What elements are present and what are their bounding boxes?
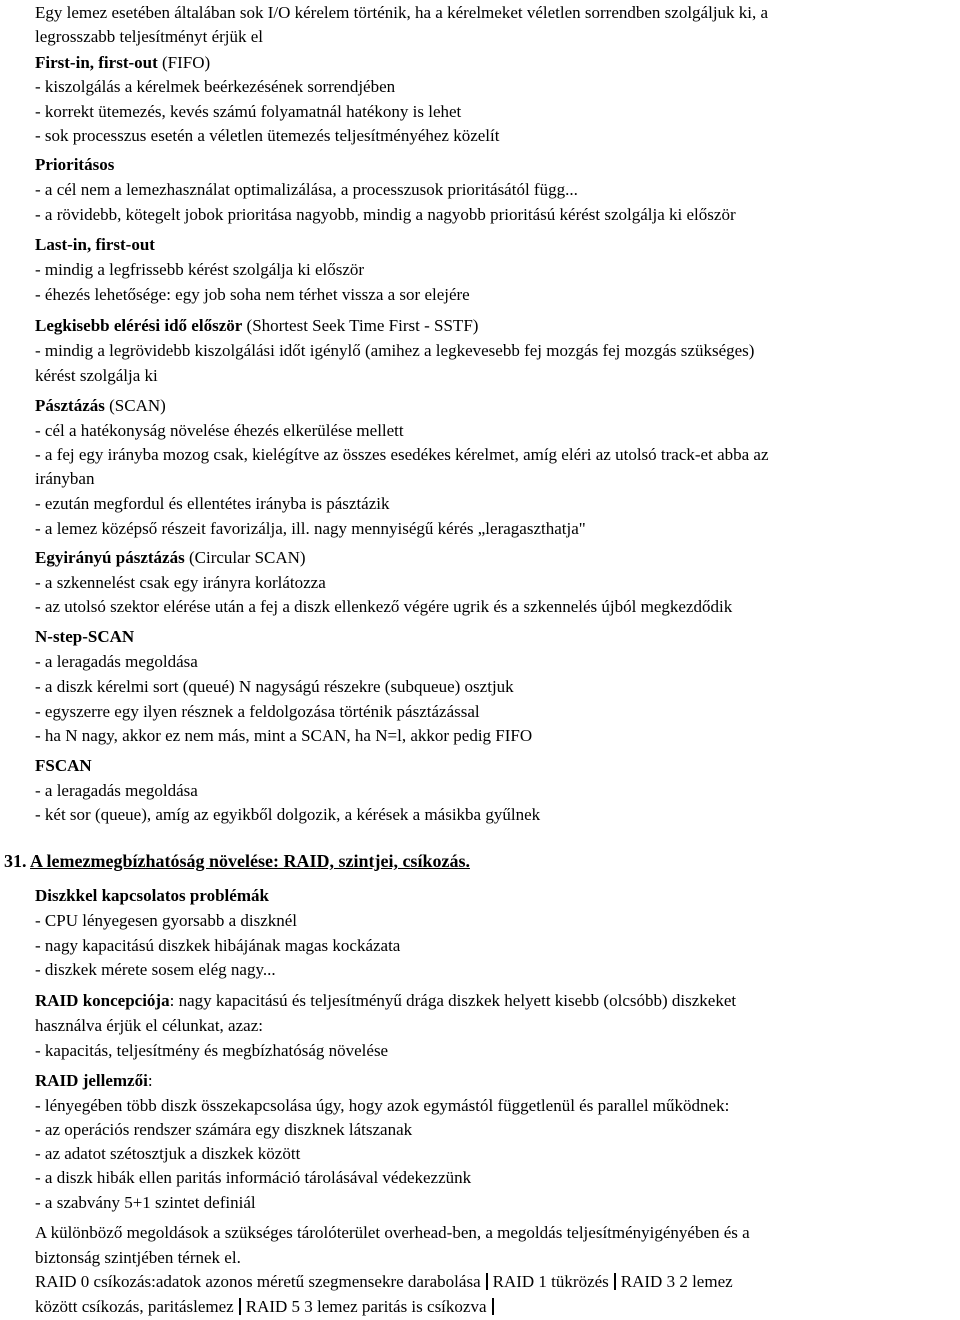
lifo-title: Last-in, first-out bbox=[35, 235, 155, 254]
fifo-heading bbox=[35, 53, 210, 73]
problems-item: - CPU lényegesen gyorsabb a diszknél bbox=[35, 911, 298, 930]
fifo-suffix: (FIFO) bbox=[157, 53, 211, 72]
concept-line-2: használva érjük el célunkat, azaz: bbox=[35, 1016, 263, 1035]
problems-item: - nagy kapacitású diszkek hibájának magas kockázata bbox=[35, 936, 401, 955]
scan-item: - ezután megfordul és ellentétes irányba is pásztázik bbox=[35, 494, 390, 513]
fifo-item: - kiszolgálás a kérelmek beérkezésének sorrendjében bbox=[35, 77, 396, 96]
lifo-item: - mindig a legfrissebb kérést szolgálja ki először bbox=[35, 260, 365, 279]
section-31-heading bbox=[4, 851, 470, 871]
sstf-item: - mindig a legrövidebb kiszolgálási időt igénylő (amihez a legkevesebb fej mozgás fej mozgás szükséges) bbox=[35, 341, 755, 360]
raid-levels-line-2 bbox=[35, 1297, 499, 1317]
separator-bar bbox=[614, 1273, 616, 1290]
scan-title: Pásztázás bbox=[35, 396, 105, 415]
prior-item: - a rövidebb, kötegelt jobok prioritása nagyobb, mindig a nagyobb prioritású kérést szolgálja ki először bbox=[35, 205, 736, 224]
sstf-heading bbox=[35, 316, 478, 336]
raid-3-text-b: között csíkozás, paritáslemez bbox=[35, 1297, 234, 1316]
concept-title: RAID koncepciója bbox=[35, 991, 170, 1010]
sstf-suffix: (Shortest Seek Time First - SSTF) bbox=[242, 316, 479, 335]
nstep-item: - a leragadás megoldása bbox=[35, 652, 198, 671]
separator-bar bbox=[239, 1298, 241, 1315]
fscan-title: FSCAN bbox=[35, 756, 92, 775]
concept-line-1 bbox=[35, 991, 736, 1011]
intro-line-1: Egy lemez esetében általában sok I/O kérelem történik, ha a kérelmeket véletlen sorrendben szolgáljuk ki, a bbox=[35, 3, 769, 22]
cscan-item: - a szkennelést csak egy irányra korlátozza bbox=[35, 573, 326, 592]
closing-line-2: biztonság szintjében térnek el. bbox=[35, 1248, 241, 1267]
features-suffix: : bbox=[147, 1071, 153, 1090]
features-item: - lényegében több diszk összekapcsolása úgy, hogy azok egymástól függetlenül és parallel működnek: bbox=[35, 1096, 730, 1115]
features-item: - az adatot szétosztjuk a diszkek között bbox=[35, 1144, 301, 1163]
fscan-item: - a leragadás megoldása bbox=[35, 781, 198, 800]
nstep-item: - ha N nagy, akkor ez nem más, mint a SCAN, ha N=l, akkor pedig FIFO bbox=[35, 726, 533, 745]
concept-line-3: - kapacitás, teljesítmény és megbízhatóság növelése bbox=[35, 1041, 389, 1060]
nstep-item: - a diszk kérelmi sort (queué) N nagyságú részekre (subqueue) osztjuk bbox=[35, 677, 514, 696]
scan-heading bbox=[35, 396, 166, 416]
features-item: - a szabvány 5+1 szintet definiál bbox=[35, 1193, 256, 1212]
sstf-title: Legkisebb elérési idő először bbox=[35, 316, 243, 335]
scan-item: - a fej egy irányba mozog csak, kielégítve az összes esedékes kérelmet, amíg eléri az utolsó track-et abba az bbox=[35, 445, 769, 464]
intro-line-2: legrosszabb teljesítményt érjük el bbox=[35, 27, 264, 46]
raid-levels-line-1 bbox=[35, 1272, 733, 1292]
fifo-title: First-in, first-out bbox=[35, 53, 158, 72]
nstep-item: - egyszerre egy ilyen résznek a feldolgozása történik pásztázással bbox=[35, 702, 480, 721]
problems-item: - diszkek mérete sosem elég nagy... bbox=[35, 960, 276, 979]
section-number: 31. bbox=[4, 851, 27, 871]
features-item: - az operációs rendszer számára egy diszknek látszanak bbox=[35, 1120, 413, 1139]
scan-item: irányban bbox=[35, 469, 95, 488]
sstf-item: kérést szolgálja ki bbox=[35, 366, 158, 385]
cscan-suffix: (Circular SCAN) bbox=[184, 548, 306, 567]
prior-title: Prioritásos bbox=[35, 155, 115, 174]
scan-item: - cél a hatékonyság növelése éhezés elkerülése mellett bbox=[35, 421, 404, 440]
separator-bar bbox=[492, 1298, 494, 1315]
features-title: RAID jellemzői bbox=[35, 1071, 148, 1090]
scan-suffix: (SCAN) bbox=[104, 396, 166, 415]
fifo-item: - korrekt ütemezés, kevés számú folyamatnál hatékony is lehet bbox=[35, 102, 462, 121]
fifo-item: - sok processzus esetén a véletlen ütemezés teljesítményéhez közelít bbox=[35, 126, 500, 145]
features-heading bbox=[35, 1071, 153, 1091]
concept-rest: : nagy kapacitású és teljesítményű drága diszkek helyett kisebb (olcsóbb) diszkeket bbox=[169, 991, 737, 1010]
scan-item: - a lemez középső részeit favorizálja, ill. nagy mennyiségű kérés „leragaszthatja" bbox=[35, 519, 586, 538]
features-item: - a diszk hibák ellen paritás információ tárolásával védekezzünk bbox=[35, 1168, 472, 1187]
nstep-title: N-step-SCAN bbox=[35, 627, 135, 646]
raid-1-text: RAID 1 tükrözés bbox=[492, 1272, 609, 1291]
cscan-heading bbox=[35, 548, 306, 568]
section-title: A lemezmegbízhatóság növelése: RAID, szintjei, csíkozás. bbox=[30, 851, 470, 871]
cscan-title: Egyirányú pásztázás bbox=[35, 548, 185, 567]
raid-5-text: RAID 5 3 lemez paritás is csíkozva bbox=[245, 1297, 487, 1316]
prior-item: - a cél nem a lemezhasználat optimalizálása, a processzusok prioritásától függ... bbox=[35, 180, 578, 199]
raid-3-text-a: RAID 3 2 lemez bbox=[620, 1272, 733, 1291]
closing-line-1: A különböző megoldások a szükséges tárolóterület overhead-ben, a megoldás teljesítményigényében és a bbox=[35, 1223, 750, 1242]
lifo-item: - éhezés lehetősége: egy job soha nem térhet vissza a sor elejére bbox=[35, 285, 470, 304]
separator-bar bbox=[486, 1273, 488, 1290]
raid-0-text: RAID 0 csíkozás:adatok azonos méretű szegmensekre darabolása bbox=[35, 1272, 481, 1291]
problems-title: Diszkkel kapcsolatos problémák bbox=[35, 886, 269, 905]
cscan-item: - az utolsó szektor elérése után a fej a diszk ellenkező végére ugrik és a szkennelés újból megkezdődik bbox=[35, 597, 733, 616]
fscan-item: - két sor (queue), amíg az egyikből dolgozik, a kérések a másikba gyűlnek bbox=[35, 805, 541, 824]
